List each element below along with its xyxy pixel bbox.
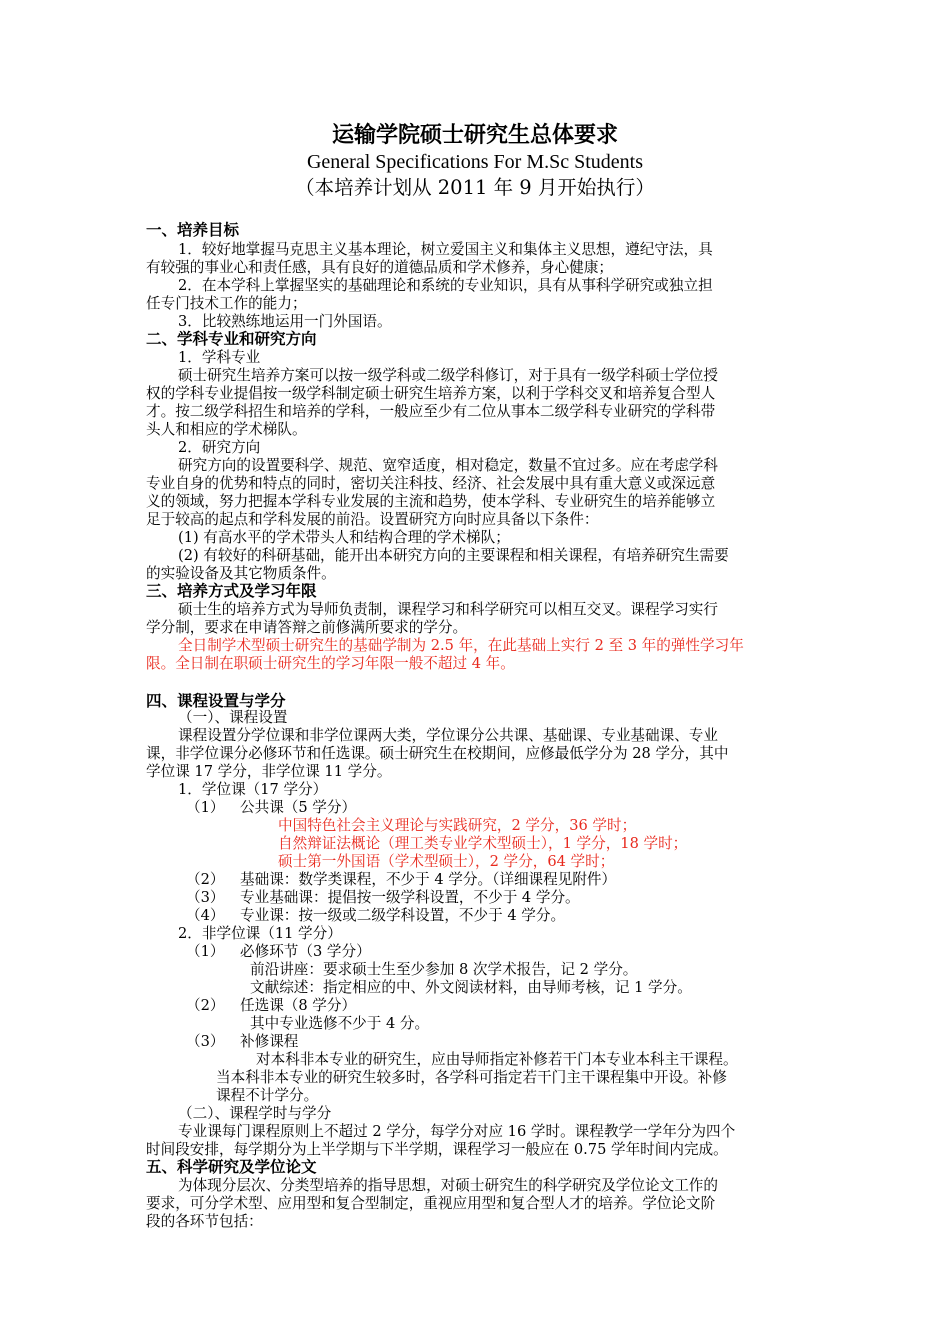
section-heading-3: 三、培养方式及学习年限	[146, 582, 317, 600]
list-detail: 文献综述：指定相应的中、外文阅读材料，由导师考核，记 1 学分。	[250, 979, 692, 996]
section-heading-1: 一、培养目标	[146, 221, 240, 239]
condition-item: (2) 有较好的科研基础，能开出本研究方向的主要课程和相关课程，有培养研究生需要	[178, 547, 729, 564]
subheading: 1．学科专业	[178, 349, 261, 366]
subheading: （一）、课程设置	[178, 709, 288, 726]
list-item: 专业基础课：提倡按一级学科设置，不少于 4 学分。	[240, 889, 580, 906]
paragraph-line: 头人和相应的学术梯队。	[146, 421, 307, 438]
paragraph-line: 足于较高的起点和学科发展的前沿。设置研究方向时应具备以下条件：	[146, 511, 599, 528]
list-item: 必修环节（3 学分）	[240, 943, 371, 960]
condition-item: (1) 有高水平的学术带头人和结构合理的学术梯队；	[178, 529, 510, 546]
paragraph-line: 专业自身的优势和特点的同时，密切关注科技、经济、社会发展中具有重大意义或深远意	[146, 475, 716, 492]
item-number: （3）	[186, 889, 225, 906]
paragraph-line: 研究方向的设置要科学、规范、宽窄适度，相对稳定，数量不宜过多。应在考虑学科	[178, 457, 718, 474]
title-effective-note: （本培养计划从 2011 年 9 月开始执行）	[295, 176, 655, 199]
item-number: （2）	[186, 997, 225, 1014]
condition-item: 的实验设备及其它物质条件。	[146, 565, 336, 582]
paragraph-line: 学分制，要求在申请答辩之前修满所要求的学分。	[146, 619, 468, 636]
paragraph-line: 硕士生的培养方式为导师负责制，课程学习和科学研究可以相互交叉。课程学习实行	[178, 601, 718, 618]
title-chinese: 运输学院硕士研究生总体要求	[331, 123, 618, 148]
subheading: （二）、课程学时与学分	[178, 1105, 332, 1122]
subheading: 1．学位课（17 学分）	[178, 781, 328, 798]
paragraph-line: 课，非学位课分必修环节和任选课。硕士研究生在校期间，应修最低学分为 28 学分，其中	[146, 745, 729, 762]
item-number: （1）	[186, 943, 225, 960]
paragraph-line: 要求，可分学术型、应用型和复合型制定，重视应用型和复合型人才的培养。学位论文阶	[146, 1195, 716, 1212]
paragraph-line: 课程设置分学位课和非学位课两大类，学位课分公共课、基础课、专业基础课、专业	[178, 727, 718, 744]
paragraph-line: 时间段安排，每学期分为上半学期与下半学期，课程学习一般应在 0.75 学年时间内完成。	[146, 1141, 728, 1158]
list-item: 基础课：数学类课程，不少于 4 学分。（详细课程见附件）	[240, 871, 617, 888]
subheading: 2．研究方向	[178, 439, 261, 456]
list-detail: 课程不计学分。	[216, 1087, 319, 1104]
section-heading-2: 二、学科专业和研究方向	[146, 330, 317, 348]
paragraph-line: 有较强的事业心和责任感，具有良好的道德品质和学术修养，身心健康；	[146, 259, 614, 276]
highlighted-line: 限。全日制在职硕士研究生的学习年限一般不超过 4 年。	[146, 655, 515, 672]
item-number: （2）	[186, 871, 225, 888]
paragraph-line: 硕士研究生培养方案可以按一级学科或二级学科修订，对于具有一级学科硕士学位授	[178, 367, 718, 384]
list-item: 公共课（5 学分）	[240, 799, 357, 816]
paragraph-line: 2．在本学科上掌握坚实的基础理论和系统的专业知识，具有从事科学研究或独立担	[178, 277, 713, 294]
list-detail: 前沿讲座：要求硕士生至少参加 8 次学术报告，记 2 学分。	[250, 961, 638, 978]
paragraph-line: 专业课每门课程原则上不超过 2 学分，每学分对应 16 学时。课程教学一学年分为四个	[178, 1123, 736, 1140]
section-heading-4: 四、课程设置与学分	[146, 692, 286, 710]
list-item: 任选课（8 学分）	[240, 997, 357, 1014]
list-item: 补修课程	[240, 1033, 299, 1050]
list-item: 专业课：按一级或二级学科设置，不少于 4 学分。	[240, 907, 566, 924]
list-detail: 当本科非本专业的研究生较多时，各学科可指定若干门主干课程集中开设。补修	[216, 1069, 727, 1086]
paragraph-line: 学位课 17 学分，非学位课 11 学分。	[146, 763, 392, 780]
subheading: 2．非学位课（11 学分）	[178, 925, 342, 942]
paragraph-line: 任专门技术工作的能力；	[146, 295, 307, 312]
list-detail: 对本科非本专业的研究生，应由导师指定补修若干门本专业本科主干课程。	[256, 1051, 738, 1068]
paragraph-line: 1．较好地掌握马克思主义基本理论，树立爱国主义和集体主义思想，遵纪守法，具	[178, 241, 713, 258]
course-item: 中国特色社会主义理论与实践研究，2 学分，36 学时；	[278, 817, 637, 834]
paragraph-line: 权的学科专业提倡按一级学科制定硕士研究生培养方案，以利于学科交叉和培养复合型人	[146, 385, 716, 402]
section-heading-5: 五、科学研究及学位论文	[146, 1158, 317, 1176]
paragraph-line: 才。按二级学科招生和培养的学科，一般应至少有二位从事本二级学科专业研究的学科带	[146, 403, 716, 420]
item-number: （4）	[186, 907, 225, 924]
highlighted-line: 全日制学术型硕士研究生的基础学制为 2.5 年，在此基础上实行 2 至 3 年的弹性学习年	[178, 637, 744, 654]
list-detail: 其中专业选修不少于 4 分。	[250, 1015, 430, 1032]
course-item: 自然辩证法概论（理工类专业学术型硕士），1 学分，18 学时；	[278, 835, 688, 852]
paragraph-line: 段的各环节包括：	[146, 1213, 263, 1230]
item-number: （3）	[186, 1033, 225, 1050]
course-item: 硕士第一外国语（学术型硕士），2 学分，64 学时；	[278, 853, 615, 870]
paragraph-line: 义的领域，努力把握本学科专业发展的主流和趋势，使本学科、专业研究生的培养能够立	[146, 493, 716, 510]
title-english: General Specifications For M.Sc Students	[306, 151, 644, 173]
paragraph-line: 3．比较熟练地运用一门外国语。	[178, 313, 392, 330]
item-number: （1）	[186, 799, 225, 816]
paragraph-line: 为体现分层次、分类型培养的指导思想，对硕士研究生的科学研究及学位论文工作的	[178, 1177, 718, 1194]
